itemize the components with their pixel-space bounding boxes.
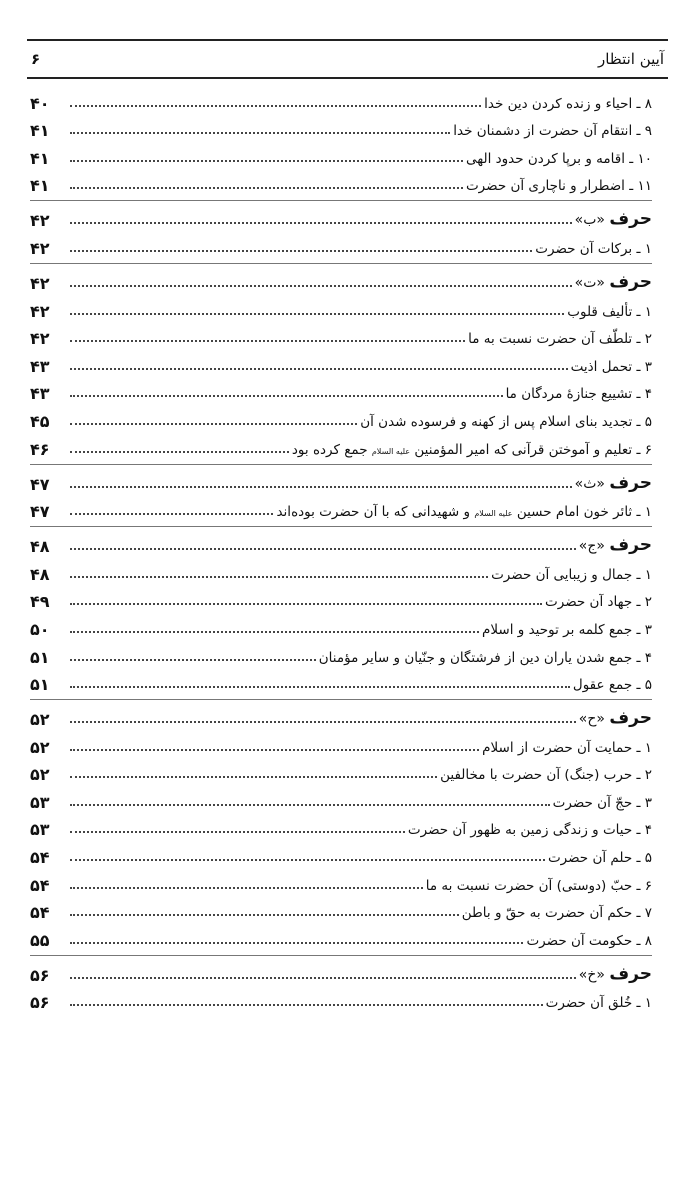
dot-leader [70, 721, 576, 723]
toc-entry[interactable] [30, 585, 652, 613]
book-title: آیین انتظار [597, 50, 664, 68]
entry-text: ۲ ـ حرب (جنگ) آن حضرت با مخالفین [440, 767, 652, 784]
entry-title [360, 414, 652, 432]
entry-text2: و شهیدانی که با آن حضرت بوده‌اند [276, 504, 471, 521]
entry-page-number: ۵۶ [30, 965, 50, 985]
entry-page-number: ۵۴ [30, 875, 50, 895]
entry-letter: «خ» [578, 966, 605, 983]
entry-title [575, 209, 652, 231]
entry-title [491, 567, 652, 585]
dot-leader [70, 250, 532, 252]
dot-leader [70, 659, 316, 661]
entry-page-number: ۵۵ [30, 930, 50, 950]
entry-prefix: حرف [609, 271, 652, 292]
dot-leader [70, 395, 503, 397]
toc-entry[interactable] [30, 141, 652, 169]
entry-text: ۱ ـ تألیف قلوب [567, 303, 652, 320]
entry-text: ۱ ـ حمایت آن حضرت از اسلام [482, 739, 652, 756]
entry-text: ۷ ـ حکم آن حضرت به حقّ و باطن [461, 905, 652, 922]
entry-text: ۳ ـ حجّ آن حضرت [552, 794, 652, 811]
dot-leader [70, 776, 437, 778]
entry-title [546, 995, 652, 1013]
entry-text: ۵ ـ تجدید بنای اسلام پس از کهنه و فرسوده شدن آن [360, 413, 652, 430]
entry-title [575, 473, 652, 495]
entry-letter: «ت» [574, 274, 605, 291]
toc-entry[interactable] [30, 640, 652, 668]
entry-text: ۶ ـ حبّ (دوستی) آن حضرت نسبت به ما [425, 877, 652, 894]
entry-title [482, 622, 652, 640]
entry-text: ۱ ـ ثائر خون امام حسین [516, 504, 652, 521]
dot-leader [70, 423, 357, 425]
entry-text: ۱ ـ برکات آن حضرت [535, 240, 652, 257]
section-heading[interactable] [30, 526, 652, 557]
entry-page-number: ۴۵ [30, 411, 50, 431]
dot-leader [70, 313, 564, 315]
dot-leader [70, 368, 568, 370]
entry-page-number: ۵۰ [30, 619, 50, 639]
entry-page-number: ۴۳ [30, 356, 50, 376]
entry-page-number: ۵۱ [30, 675, 50, 695]
entry-page-number: ۵۴ [30, 848, 50, 868]
dot-leader [70, 548, 576, 550]
entry-title [575, 272, 652, 294]
entry-page-number: ۴۱ [30, 121, 50, 141]
entry-page-number: ۴۱ [30, 148, 50, 168]
entry-page-number: ۴۲ [30, 273, 50, 293]
entry-title [319, 650, 652, 668]
entry-title [468, 331, 652, 349]
entry-prefix: حرف [609, 535, 652, 556]
toc-entry[interactable] [30, 668, 652, 696]
toc-entry[interactable] [30, 294, 652, 322]
entry-text: ۵ ـ جمع عقول [572, 677, 652, 694]
entry-page-number: ۴۸ [30, 537, 50, 557]
entry-title [408, 822, 652, 840]
entry-page-number: ۵۲ [30, 765, 50, 785]
entry-page-number: ۴۷ [30, 502, 50, 522]
toc-entry[interactable] [30, 758, 652, 786]
section-heading[interactable] [30, 955, 652, 986]
entry-text: ۴ ـ جمع شدن یاران دین از فرشتگان و جنّیان و سایر مؤمنان [318, 649, 652, 666]
dot-leader [70, 831, 405, 833]
entry-page-number: ۴۰ [30, 93, 50, 113]
entry-text: ۱ ـ خُلق آن حضرت [545, 995, 652, 1012]
entry-page-number: ۴۲ [30, 211, 50, 231]
entry-title [453, 123, 652, 141]
entry-title [553, 795, 652, 813]
toc-entry[interactable] [30, 86, 652, 114]
entry-text: ۵ ـ حلم آن حضرت [547, 850, 652, 867]
entry-page-number: ۵۳ [30, 820, 50, 840]
entry-title [526, 933, 652, 951]
entry-letter: «ب» [574, 212, 605, 229]
toc-entry[interactable] [30, 840, 652, 868]
entry-page-number: ۵۶ [30, 993, 50, 1013]
toc-entry[interactable] [30, 785, 652, 813]
toc-entry[interactable] [30, 923, 652, 951]
entry-title [426, 878, 652, 896]
entry-text: ۱۰ ـ اقامه و برپا کردن حدود الهی [466, 150, 652, 167]
entry-prefix: حرف [609, 963, 652, 984]
entry-title [482, 740, 652, 758]
dot-leader [70, 859, 545, 861]
entry-title [466, 151, 652, 169]
toc-entry[interactable] [30, 813, 652, 841]
entry-title [567, 304, 652, 322]
entry-page-number: ۴۸ [30, 564, 50, 584]
entry-page-number: ۴۶ [30, 439, 50, 459]
entry-page-number: ۴۳ [30, 384, 50, 404]
entry-small: علیه السلام [474, 509, 513, 519]
entry-title [466, 178, 652, 196]
toc-entry[interactable] [30, 231, 652, 259]
dot-leader [70, 576, 488, 578]
entry-page-number: ۵۴ [30, 903, 50, 923]
toc-entry[interactable] [30, 377, 652, 405]
dot-leader [70, 942, 523, 944]
dot-leader [70, 887, 423, 889]
entry-text2: جمع کرده بود [291, 441, 368, 458]
toc-entry[interactable] [30, 169, 652, 197]
entry-page-number: ۴۷ [30, 474, 50, 494]
dot-leader [70, 804, 550, 806]
dot-leader [70, 914, 459, 916]
entry-title [579, 964, 652, 986]
entry-page-number: ۵۱ [30, 647, 50, 667]
entry-title [579, 708, 652, 730]
dot-leader [70, 222, 572, 224]
section-heading[interactable] [30, 699, 652, 730]
dot-leader [70, 285, 572, 287]
entry-title [579, 535, 652, 557]
dot-leader [70, 513, 273, 515]
dot-leader [70, 132, 450, 134]
entry-title [440, 767, 652, 785]
dot-leader [70, 340, 465, 342]
entry-title [573, 677, 652, 695]
toc-entry[interactable] [30, 986, 652, 1014]
entry-title [545, 594, 652, 612]
section-heading[interactable] [30, 263, 652, 294]
entry-title [292, 442, 652, 460]
dot-leader [70, 105, 481, 107]
entry-text: ۳ ـ تحمل اذیت [570, 358, 652, 375]
toc-entry[interactable] [30, 432, 652, 460]
entry-text: ۸ ـ حکومت آن حضرت [526, 932, 652, 949]
entry-letter: «ث» [574, 475, 605, 492]
dot-leader [70, 749, 479, 751]
entry-text: ۳ ـ جمع کلمه بر توحید و اسلام [482, 621, 652, 638]
entry-text: ۲ ـ تلطّف آن حضرت نسبت به ما [468, 331, 652, 348]
toc-entry[interactable] [30, 612, 652, 640]
toc-entry[interactable] [30, 896, 652, 924]
entry-page-number: ۴۹ [30, 592, 50, 612]
entry-text: ۱۱ ـ اضطرار و ناچاری آن حضرت [465, 178, 652, 195]
entry-title [548, 850, 652, 868]
toc-entry[interactable] [30, 349, 652, 377]
dot-leader [70, 686, 570, 688]
toc-entry[interactable] [30, 868, 652, 896]
toc-entry[interactable] [30, 404, 652, 432]
running-header [27, 39, 668, 79]
toc-entry[interactable] [30, 322, 652, 350]
entry-page-number: ۵۳ [30, 792, 50, 812]
entry-title [571, 359, 652, 377]
entry-text: ۴ ـ تشییع جنازهٔ مردگان ما [505, 386, 652, 403]
entry-title [484, 96, 652, 114]
entry-prefix: حرف [609, 708, 652, 729]
entry-page-number: ۴۱ [30, 176, 50, 196]
dot-leader [70, 631, 479, 633]
entry-text: ۲ ـ جهاد آن حضرت [545, 594, 652, 611]
entry-page-number: ۵۲ [30, 737, 50, 757]
dot-leader [70, 451, 289, 453]
dot-leader [70, 977, 576, 979]
entry-title [506, 386, 652, 404]
entry-prefix: حرف [609, 209, 652, 230]
toc-entry[interactable] [30, 557, 652, 585]
toc-entry[interactable] [30, 495, 652, 523]
entry-text: ۹ ـ انتقام آن حضرت از دشمنان خدا [453, 123, 652, 140]
page-number: ۶ [31, 50, 41, 68]
entry-page-number: ۴۲ [30, 301, 50, 321]
entry-title [276, 504, 652, 522]
entry-prefix: حرف [609, 472, 652, 493]
section-heading[interactable] [30, 200, 652, 231]
dot-leader [70, 187, 463, 189]
dot-leader [70, 1004, 543, 1006]
toc-entry[interactable] [30, 730, 652, 758]
entry-letter: «ج» [578, 538, 605, 555]
entry-page-number: ۴۲ [30, 238, 50, 258]
entry-page-number: ۴۲ [30, 329, 50, 349]
entry-page-number: ۵۲ [30, 710, 50, 730]
entry-text: ۶ ـ تعلیم و آموختن قرآنی که امیر المؤمنین [414, 441, 652, 458]
entry-text: ۱ ـ جمال و زیبایی آن حضرت [491, 566, 652, 583]
dot-leader [70, 160, 463, 162]
table-of-contents [30, 86, 652, 1013]
dot-leader [70, 486, 572, 488]
section-heading[interactable] [30, 464, 652, 495]
entry-small: علیه السلام [371, 446, 411, 456]
entry-letter: «ح» [578, 711, 605, 728]
dot-leader [70, 603, 542, 605]
entry-title [535, 241, 652, 259]
toc-entry[interactable] [30, 114, 652, 142]
entry-title [462, 905, 652, 923]
entry-text: ۸ ـ احیاء و زنده کردن دین خدا [484, 95, 652, 112]
entry-text: ۴ ـ حیات و زندگی زمین به ظهور آن حضرت [407, 822, 652, 839]
